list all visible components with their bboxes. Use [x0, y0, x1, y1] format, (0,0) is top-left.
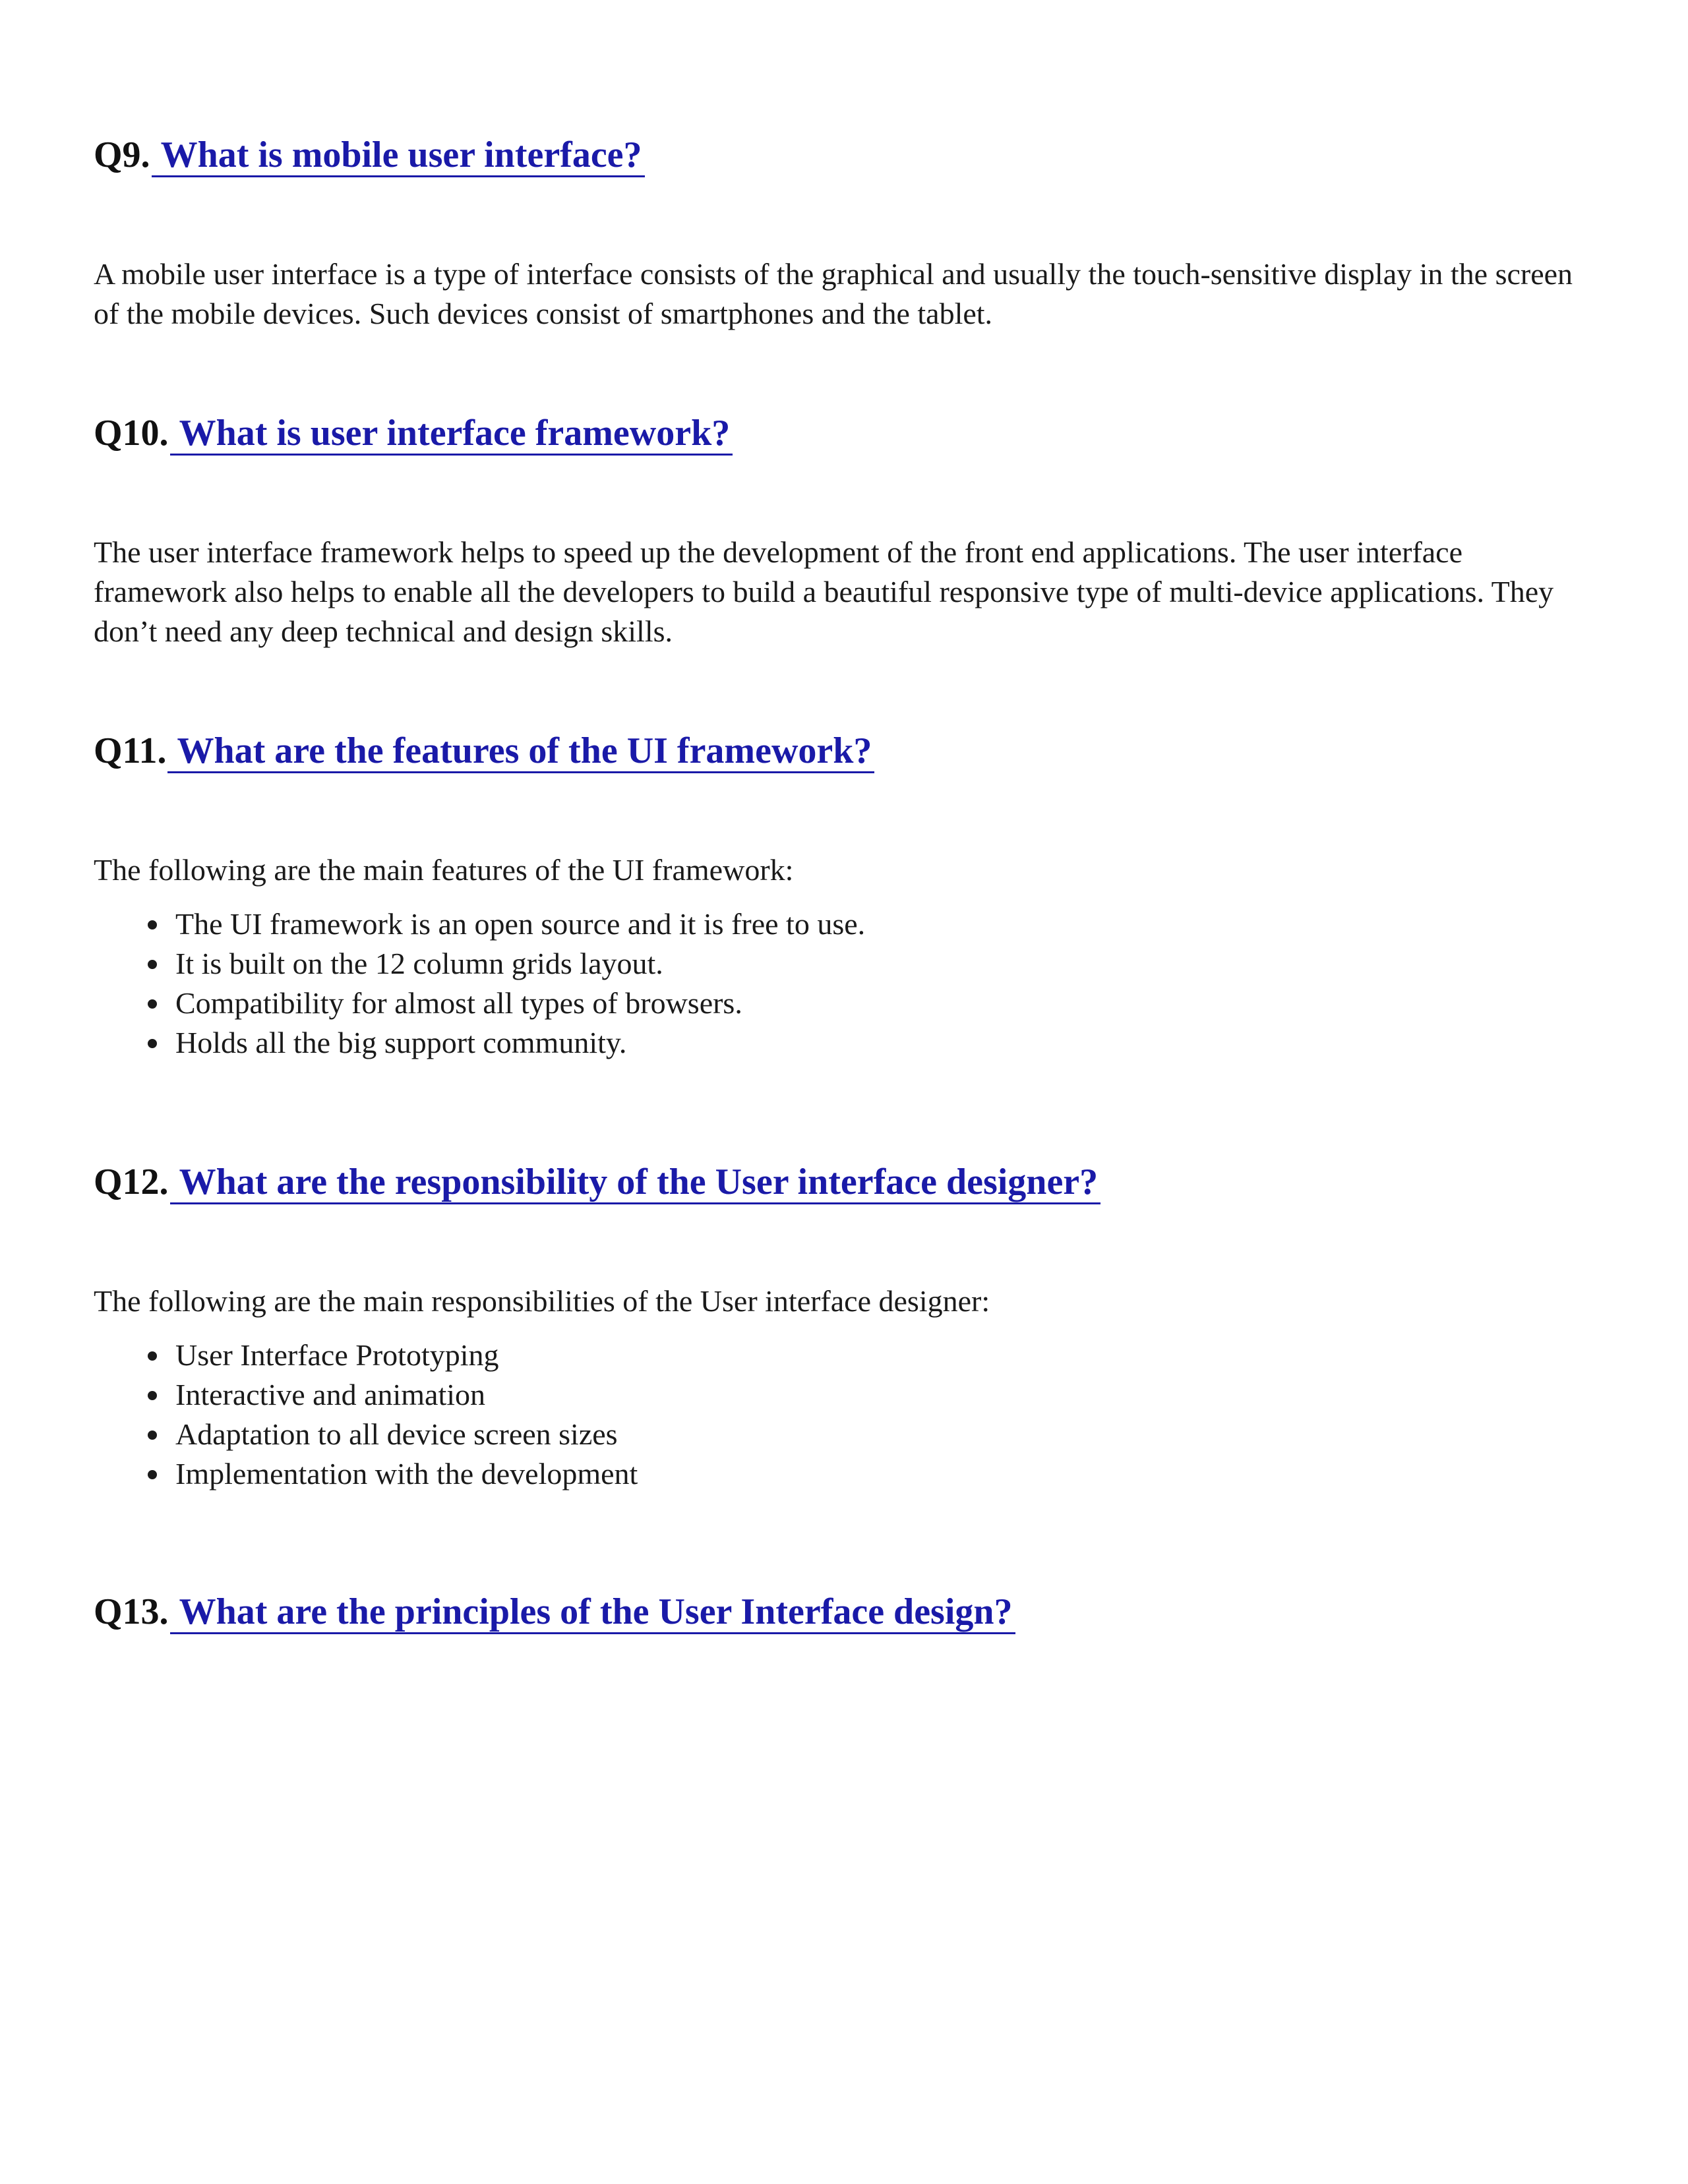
qa-block-q11	[94, 728, 1584, 774]
question-number: Q9.	[94, 134, 150, 175]
list-item-text: Interactive and animation	[175, 1378, 486, 1411]
list-item-text: Holds all the big support community.	[175, 1026, 627, 1059]
list-item-text: User Interface Prototyping	[175, 1338, 499, 1372]
bullet-icon	[148, 999, 157, 1009]
qa-block-q10	[94, 410, 1584, 456]
question-heading	[94, 132, 1584, 178]
question-number: Q12.	[94, 1162, 169, 1202]
qa-block-q13	[94, 1589, 1584, 1635]
bullet-list	[94, 904, 1584, 1063]
question-link[interactable]: What are the features of the UI framework?	[167, 730, 874, 773]
answer-block-q10	[94, 533, 1584, 651]
answer-block-q12	[94, 1282, 1584, 1494]
list-item	[94, 904, 1584, 944]
answer-text: The following are the main responsibilities of the User interface designer:	[94, 1284, 990, 1318]
list-item	[94, 1415, 1584, 1454]
qa-block-q9	[94, 132, 1584, 178]
list-item-text: Implementation with the development	[175, 1457, 638, 1490]
question-number: Q11.	[94, 730, 167, 771]
bullet-icon	[148, 1039, 157, 1048]
list-item	[94, 1336, 1584, 1375]
question-heading	[94, 728, 1584, 774]
question-number: Q10.	[94, 413, 169, 454]
bullet-icon	[148, 1391, 157, 1400]
list-item	[94, 1375, 1584, 1415]
answer-block-q11	[94, 850, 1584, 1063]
list-item	[94, 944, 1584, 984]
bullet-icon	[148, 1351, 157, 1361]
question-link[interactable]: What is user interface framework?	[170, 413, 733, 456]
list-item	[94, 984, 1584, 1023]
question-heading	[94, 410, 1584, 456]
question-number: Q13.	[94, 1591, 169, 1632]
list-item-text: Adaptation to all device screen sizes	[175, 1417, 618, 1451]
question-link[interactable]: What is mobile user interface?	[152, 134, 645, 177]
answer-text: The following are the main features of the UI framework:	[94, 853, 794, 887]
question-heading	[94, 1159, 1584, 1205]
bullet-icon	[148, 960, 157, 969]
qa-block-q12	[94, 1159, 1584, 1205]
list-item	[94, 1454, 1584, 1494]
question-link[interactable]: What are the principles of the User Interface design?	[170, 1591, 1015, 1634]
question-heading	[94, 1589, 1584, 1635]
bullet-icon	[148, 1470, 157, 1479]
bullet-icon	[148, 1431, 157, 1440]
question-link[interactable]: What are the responsibility of the User interface designer?	[170, 1162, 1101, 1204]
list-item-text: Compatibility for almost all types of browsers.	[175, 986, 742, 1020]
answer-text: The user interface framework helps to speed up the development of the front end applications. The user interface framework also helps to enable all the developers to build a beautiful responsive type of multi-device applications. They don’t need any deep technical and design skills.	[94, 535, 1554, 648]
bullet-list	[94, 1336, 1584, 1494]
list-item	[94, 1023, 1584, 1063]
list-item-text: It is built on the 12 column grids layout.	[175, 947, 663, 980]
answer-block-q9	[94, 254, 1584, 334]
list-item-text: The UI framework is an open source and it is free to use.	[175, 907, 866, 941]
answer-text: A mobile user interface is a type of interface consists of the graphical and usually the touch-sensitive display in the screen of the mobile devices. Such devices consist of smartphones and the tablet.	[94, 257, 1573, 330]
bullet-icon	[148, 920, 157, 930]
